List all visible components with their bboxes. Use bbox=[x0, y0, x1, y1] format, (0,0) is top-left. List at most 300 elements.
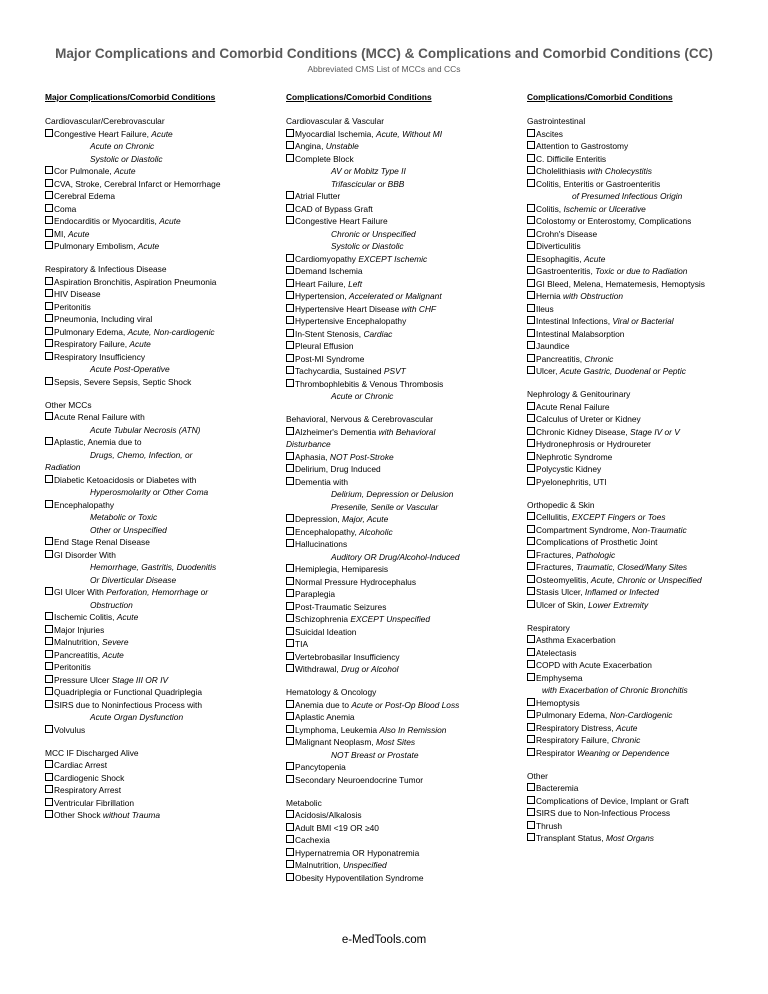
checkbox[interactable] bbox=[45, 352, 53, 360]
checkbox[interactable] bbox=[286, 354, 294, 362]
checkbox[interactable] bbox=[527, 254, 535, 262]
checklist-item[interactable] bbox=[527, 203, 742, 216]
item-label: Ascites bbox=[536, 128, 563, 139]
item-label: HIV Disease bbox=[54, 289, 101, 299]
item-label: Pulmonary Edema, bbox=[536, 710, 610, 720]
checklist-item[interactable] bbox=[527, 549, 742, 562]
checklist-item[interactable] bbox=[45, 772, 250, 785]
checklist-item[interactable] bbox=[286, 290, 491, 303]
checkbox[interactable] bbox=[45, 625, 53, 633]
checklist-item[interactable] bbox=[286, 847, 491, 860]
checklist-item[interactable] bbox=[527, 536, 742, 549]
checkbox[interactable] bbox=[286, 652, 294, 660]
checkbox[interactable] bbox=[527, 204, 535, 212]
checkbox[interactable] bbox=[45, 166, 53, 174]
checkbox[interactable] bbox=[527, 427, 535, 435]
checkbox[interactable] bbox=[45, 241, 53, 249]
checkbox[interactable] bbox=[286, 762, 294, 770]
checklist-item[interactable] bbox=[527, 476, 742, 489]
checklist-item[interactable] bbox=[286, 588, 491, 601]
checklist-item[interactable] bbox=[527, 599, 742, 612]
checkbox[interactable] bbox=[527, 464, 535, 472]
checkbox[interactable] bbox=[527, 477, 535, 485]
item-qualifier: with Obstruction bbox=[563, 291, 624, 301]
checklist-item[interactable] bbox=[286, 365, 491, 378]
checkbox[interactable] bbox=[286, 539, 294, 547]
item-label: GI Bleed, Melena, Hematemesis, Hemoptysis bbox=[536, 278, 705, 289]
checkbox[interactable] bbox=[286, 775, 294, 783]
checkbox[interactable] bbox=[527, 452, 535, 460]
checklist-item[interactable] bbox=[45, 611, 250, 624]
checkbox[interactable] bbox=[286, 835, 294, 843]
checkbox[interactable] bbox=[527, 796, 535, 804]
checkbox[interactable] bbox=[527, 402, 535, 410]
checkbox[interactable] bbox=[45, 204, 53, 212]
checkbox[interactable] bbox=[45, 550, 53, 558]
checkbox[interactable] bbox=[286, 291, 294, 299]
checklist-item[interactable] bbox=[527, 709, 742, 722]
checklist-item[interactable] bbox=[527, 574, 742, 587]
checkbox[interactable] bbox=[45, 675, 53, 683]
checkbox[interactable] bbox=[527, 279, 535, 287]
checklist-item[interactable] bbox=[45, 411, 250, 424]
checkbox[interactable] bbox=[286, 737, 294, 745]
checklist-item[interactable] bbox=[286, 626, 491, 639]
item-qualifier: with CHF bbox=[401, 303, 437, 314]
item-label: Sepsis, Severe Sepsis, Septic Shock bbox=[54, 376, 192, 387]
checkbox[interactable] bbox=[527, 748, 535, 756]
checklist-item[interactable] bbox=[286, 809, 491, 822]
checklist-item[interactable] bbox=[286, 140, 491, 153]
checklist-item[interactable] bbox=[527, 140, 742, 153]
item-label: Pressure Ulcer bbox=[54, 674, 112, 685]
item-qualifier: Chronic bbox=[584, 353, 614, 364]
checkbox[interactable] bbox=[527, 808, 535, 816]
checklist-item[interactable] bbox=[45, 636, 250, 649]
checkbox[interactable] bbox=[527, 783, 535, 791]
checklist-item[interactable] bbox=[527, 734, 742, 747]
checklist-item[interactable] bbox=[45, 686, 250, 699]
checklist-item[interactable] bbox=[45, 203, 250, 216]
checklist-item[interactable] bbox=[286, 736, 491, 749]
checklist-item[interactable] bbox=[45, 661, 250, 674]
item-subtext: Acute on Chronic bbox=[90, 141, 155, 151]
checklist-item[interactable] bbox=[45, 674, 250, 687]
checklist-item[interactable] bbox=[45, 586, 250, 599]
checkbox[interactable] bbox=[286, 639, 294, 647]
checklist-item[interactable] bbox=[286, 203, 491, 216]
checkbox[interactable] bbox=[45, 327, 53, 335]
checkbox[interactable] bbox=[527, 329, 535, 337]
checkbox[interactable] bbox=[286, 627, 294, 635]
checklist-item[interactable] bbox=[286, 315, 491, 328]
item-label: Obesity Hypoventilation Syndrome bbox=[295, 872, 424, 883]
checkbox[interactable] bbox=[527, 698, 535, 706]
checkbox[interactable] bbox=[286, 873, 294, 881]
checkbox[interactable] bbox=[45, 302, 53, 310]
checkbox[interactable] bbox=[527, 229, 535, 237]
checklist-item[interactable] bbox=[527, 315, 742, 328]
checkbox[interactable] bbox=[45, 437, 53, 445]
checklist-item[interactable] bbox=[286, 426, 491, 439]
section-title: Respiratory bbox=[527, 622, 570, 633]
checklist-item[interactable] bbox=[286, 761, 491, 774]
checklist-item[interactable] bbox=[286, 451, 491, 464]
checkbox[interactable] bbox=[527, 304, 535, 312]
checklist-item[interactable] bbox=[527, 228, 742, 241]
checkbox[interactable] bbox=[286, 279, 294, 287]
checklist-item[interactable] bbox=[45, 240, 250, 253]
checklist-item[interactable] bbox=[527, 832, 742, 845]
checklist-item[interactable] bbox=[286, 663, 491, 676]
checkbox[interactable] bbox=[286, 848, 294, 856]
checklist-item[interactable] bbox=[527, 697, 742, 710]
checklist-item[interactable] bbox=[527, 782, 742, 795]
checkbox[interactable] bbox=[527, 129, 535, 137]
checkbox[interactable] bbox=[527, 525, 535, 533]
checkbox[interactable] bbox=[527, 587, 535, 595]
checklist-item[interactable] bbox=[286, 265, 491, 278]
checkbox[interactable] bbox=[286, 823, 294, 831]
item-label: Colostomy or Enterostomy, Complications bbox=[536, 216, 692, 226]
checklist-item[interactable] bbox=[45, 784, 250, 797]
checklist-item[interactable] bbox=[45, 759, 250, 772]
checkbox[interactable] bbox=[286, 452, 294, 460]
checkbox[interactable] bbox=[45, 289, 53, 297]
checklist-item[interactable] bbox=[45, 624, 250, 637]
checklist-item[interactable] bbox=[286, 353, 491, 366]
checkbox[interactable] bbox=[527, 575, 535, 583]
checkbox[interactable] bbox=[286, 329, 294, 337]
item-subtext: with Exacerbation of Chronic Bronchitis bbox=[542, 685, 688, 695]
checkbox[interactable] bbox=[45, 662, 53, 670]
checkbox[interactable] bbox=[45, 229, 53, 237]
checklist-item[interactable] bbox=[527, 340, 742, 353]
item-label: Hydronephrosis or Hydroureter bbox=[536, 439, 651, 449]
checklist-item[interactable] bbox=[286, 822, 491, 835]
checkbox[interactable] bbox=[45, 277, 53, 285]
item-label: Malnutrition, bbox=[54, 637, 102, 647]
checklist-item[interactable] bbox=[527, 128, 742, 141]
checkbox[interactable] bbox=[286, 527, 294, 535]
checklist-item[interactable] bbox=[286, 278, 491, 291]
checklist-item[interactable] bbox=[286, 563, 491, 576]
item-label: Cachexia bbox=[295, 835, 330, 845]
checkbox[interactable] bbox=[45, 700, 53, 708]
checklist-item[interactable] bbox=[45, 313, 250, 326]
checklist-item[interactable] bbox=[45, 351, 250, 364]
checkbox[interactable] bbox=[527, 710, 535, 718]
checkbox[interactable] bbox=[527, 735, 535, 743]
checkbox[interactable] bbox=[286, 254, 294, 262]
item-label: Angina, bbox=[295, 141, 326, 151]
checkbox[interactable] bbox=[527, 439, 535, 447]
checklist-item[interactable] bbox=[45, 809, 250, 822]
checklist-item[interactable] bbox=[527, 672, 742, 685]
checkbox[interactable] bbox=[45, 191, 53, 199]
checklist-item[interactable] bbox=[527, 265, 742, 278]
checklist-item[interactable] bbox=[45, 288, 250, 301]
checklist-item[interactable] bbox=[45, 724, 250, 737]
checklist-item[interactable] bbox=[45, 699, 250, 712]
checkbox[interactable] bbox=[527, 354, 535, 362]
column-cc-2 bbox=[527, 91, 742, 855]
checkbox[interactable] bbox=[45, 798, 53, 806]
checkbox[interactable] bbox=[286, 427, 294, 435]
checkbox[interactable] bbox=[45, 687, 53, 695]
checkbox[interactable] bbox=[45, 216, 53, 224]
checkbox[interactable] bbox=[527, 550, 535, 558]
checkbox[interactable] bbox=[286, 577, 294, 585]
checkbox[interactable] bbox=[45, 612, 53, 620]
checklist-item[interactable] bbox=[527, 586, 742, 599]
checklist-item[interactable] bbox=[286, 711, 491, 724]
checklist-item[interactable] bbox=[527, 153, 742, 166]
checklist-item[interactable] bbox=[527, 524, 742, 537]
checklist-item[interactable] bbox=[286, 340, 491, 353]
checklist-item[interactable] bbox=[527, 820, 742, 833]
item-qualifier: Acute bbox=[116, 612, 139, 622]
checklist-item[interactable] bbox=[527, 426, 742, 439]
checklist-item[interactable] bbox=[527, 353, 742, 366]
checklist-item[interactable] bbox=[45, 499, 250, 512]
checkbox[interactable] bbox=[286, 860, 294, 868]
item-qualifier: Acute bbox=[67, 228, 90, 239]
checklist-item[interactable] bbox=[527, 253, 742, 266]
checklist-item[interactable] bbox=[527, 215, 742, 228]
checkbox[interactable] bbox=[45, 537, 53, 545]
checkbox[interactable] bbox=[286, 614, 294, 622]
item-qualifier: Acute or Post-Op Blood Loss bbox=[351, 699, 460, 710]
checkbox[interactable] bbox=[45, 475, 53, 483]
checklist-item[interactable] bbox=[45, 474, 250, 487]
checklist-item[interactable] bbox=[45, 301, 250, 314]
checkbox[interactable] bbox=[286, 700, 294, 708]
checklist-item[interactable] bbox=[286, 526, 491, 539]
checkbox[interactable] bbox=[286, 712, 294, 720]
item-qualifier: without Trauma bbox=[102, 810, 160, 820]
checkbox[interactable] bbox=[527, 821, 535, 829]
checkbox[interactable] bbox=[286, 191, 294, 199]
checkbox[interactable] bbox=[527, 166, 535, 174]
checklist-item[interactable] bbox=[527, 807, 742, 820]
checklist-item[interactable] bbox=[527, 634, 742, 647]
checklist-item[interactable] bbox=[45, 338, 250, 351]
checklist-item[interactable] bbox=[286, 190, 491, 203]
checklist-item[interactable] bbox=[45, 215, 250, 228]
checklist-item[interactable] bbox=[286, 328, 491, 341]
checkbox[interactable] bbox=[286, 564, 294, 572]
checkbox[interactable] bbox=[45, 129, 53, 137]
checklist-item[interactable] bbox=[527, 303, 742, 316]
checkbox[interactable] bbox=[286, 477, 294, 485]
checklist-item[interactable] bbox=[286, 613, 491, 626]
checklist-item[interactable] bbox=[286, 538, 491, 551]
checkbox[interactable] bbox=[527, 648, 535, 656]
checkbox[interactable] bbox=[527, 660, 535, 668]
checklist-item[interactable] bbox=[527, 413, 742, 426]
item-subtext: Trifascicular or BBB bbox=[331, 178, 405, 189]
checklist-item[interactable] bbox=[527, 438, 742, 451]
checkbox[interactable] bbox=[286, 589, 294, 597]
checkbox[interactable] bbox=[45, 650, 53, 658]
checkbox[interactable] bbox=[527, 512, 535, 520]
checkbox[interactable] bbox=[286, 464, 294, 472]
checkbox[interactable] bbox=[286, 602, 294, 610]
checkbox[interactable] bbox=[45, 179, 53, 187]
checklist-item[interactable] bbox=[527, 722, 742, 735]
item-label: Acute Renal Failure bbox=[536, 401, 610, 412]
checklist-item[interactable] bbox=[45, 376, 250, 389]
checkbox[interactable] bbox=[527, 216, 535, 224]
checkbox[interactable] bbox=[286, 316, 294, 324]
checkbox[interactable] bbox=[45, 412, 53, 420]
checkbox[interactable] bbox=[527, 366, 535, 374]
checklist-item[interactable] bbox=[527, 511, 742, 524]
checklist-item[interactable] bbox=[286, 699, 491, 712]
checklist-item[interactable] bbox=[286, 463, 491, 476]
checkbox[interactable] bbox=[286, 725, 294, 733]
checklist-item[interactable] bbox=[527, 463, 742, 476]
item-label: Ulcer of Skin, bbox=[536, 599, 589, 610]
item-label: Hemiplegia, Hemiparesis bbox=[295, 564, 389, 574]
checklist-item[interactable] bbox=[527, 365, 742, 378]
checklist-item[interactable] bbox=[45, 178, 250, 191]
checklist-item[interactable] bbox=[527, 178, 742, 191]
checklist-item[interactable] bbox=[45, 326, 250, 339]
checkbox[interactable] bbox=[286, 216, 294, 224]
checklist-item[interactable] bbox=[527, 659, 742, 672]
checklist-item[interactable] bbox=[286, 859, 491, 872]
checkbox[interactable] bbox=[527, 341, 535, 349]
checklist-item[interactable] bbox=[286, 378, 491, 391]
checklist-item[interactable] bbox=[286, 513, 491, 526]
checkbox[interactable] bbox=[45, 377, 53, 385]
checkbox[interactable] bbox=[45, 587, 53, 595]
checklist-item[interactable] bbox=[527, 328, 742, 341]
checkbox[interactable] bbox=[286, 341, 294, 349]
item-label: Adult BMI <19 OR ≥40 bbox=[295, 822, 379, 833]
checklist-item[interactable] bbox=[45, 649, 250, 662]
checkbox[interactable] bbox=[286, 204, 294, 212]
item-label: Complications of Device, Implant or Graft bbox=[536, 795, 689, 806]
checkbox[interactable] bbox=[286, 154, 294, 162]
checkbox[interactable] bbox=[45, 760, 53, 768]
checkbox[interactable] bbox=[527, 635, 535, 643]
checkbox[interactable] bbox=[286, 514, 294, 522]
item-qualifier: Stage IV or V bbox=[630, 426, 680, 437]
checklist-item[interactable] bbox=[527, 290, 742, 303]
checklist-item[interactable] bbox=[286, 834, 491, 847]
checkbox[interactable] bbox=[527, 673, 535, 681]
checkbox[interactable] bbox=[527, 316, 535, 324]
checklist-item[interactable] bbox=[45, 165, 250, 178]
checklist-item[interactable] bbox=[286, 638, 491, 651]
checklist-item[interactable] bbox=[286, 253, 491, 266]
checklist-item[interactable] bbox=[286, 153, 491, 166]
checkbox[interactable] bbox=[45, 637, 53, 645]
checklist-item[interactable] bbox=[286, 724, 491, 737]
checklist-item[interactable] bbox=[45, 190, 250, 203]
checklist-item[interactable] bbox=[286, 576, 491, 589]
item-label: Coma bbox=[54, 203, 77, 214]
checkbox[interactable] bbox=[286, 379, 294, 387]
checklist-item[interactable] bbox=[527, 165, 742, 178]
checklist-item[interactable] bbox=[527, 401, 742, 414]
item-qualifier: Stage III OR IV bbox=[111, 674, 169, 685]
item-subtext: Other or Unspecified bbox=[90, 524, 167, 535]
checkbox[interactable] bbox=[527, 833, 535, 841]
checklist-item[interactable] bbox=[286, 128, 491, 141]
checklist-item[interactable] bbox=[45, 276, 250, 289]
checkbox[interactable] bbox=[527, 537, 535, 545]
checklist-item[interactable] bbox=[286, 651, 491, 664]
checklist-item[interactable] bbox=[286, 476, 491, 489]
checklist-item[interactable] bbox=[527, 240, 742, 253]
checkbox[interactable] bbox=[286, 266, 294, 274]
checklist-item[interactable] bbox=[527, 647, 742, 660]
checklist-item[interactable] bbox=[527, 747, 742, 760]
checkbox[interactable] bbox=[286, 664, 294, 672]
checkbox[interactable] bbox=[527, 154, 535, 162]
checkbox[interactable] bbox=[286, 129, 294, 137]
checkbox[interactable] bbox=[527, 241, 535, 249]
checklist-item[interactable] bbox=[286, 601, 491, 614]
item-qualifier: Acute bbox=[102, 649, 124, 660]
checklist-item[interactable] bbox=[527, 561, 742, 574]
checklist-item[interactable] bbox=[286, 303, 491, 316]
checkbox[interactable] bbox=[527, 179, 535, 187]
checklist-item[interactable] bbox=[45, 436, 250, 449]
item-label: Tachycardia, Sustained bbox=[295, 366, 384, 376]
checkbox[interactable] bbox=[286, 366, 294, 374]
item-qualifier: Accelerated or Malignant bbox=[349, 291, 442, 301]
checklist-item[interactable] bbox=[286, 215, 491, 228]
checklist-item[interactable] bbox=[527, 278, 742, 291]
checklist-item[interactable] bbox=[286, 872, 491, 885]
section bbox=[527, 388, 742, 488]
checkbox[interactable] bbox=[286, 810, 294, 818]
checkbox[interactable] bbox=[286, 141, 294, 149]
checkbox[interactable] bbox=[527, 291, 535, 299]
checklist-item[interactable] bbox=[45, 549, 250, 562]
checkbox[interactable] bbox=[527, 562, 535, 570]
item-qualifier: Acute bbox=[159, 216, 181, 226]
item-subtext: AV or Mobitz Type II bbox=[331, 166, 406, 176]
checkbox[interactable] bbox=[45, 500, 53, 508]
checkbox[interactable] bbox=[527, 141, 535, 149]
checkbox[interactable] bbox=[45, 773, 53, 781]
checkbox[interactable] bbox=[45, 339, 53, 347]
checkbox[interactable] bbox=[45, 785, 53, 793]
checkbox[interactable] bbox=[527, 414, 535, 422]
checkbox[interactable] bbox=[527, 600, 535, 608]
checklist-item[interactable] bbox=[286, 774, 491, 787]
checkbox[interactable] bbox=[45, 810, 53, 818]
checklist-item[interactable] bbox=[45, 128, 250, 141]
checkbox[interactable] bbox=[286, 304, 294, 312]
checklist-item[interactable] bbox=[45, 228, 250, 241]
checklist-item[interactable] bbox=[45, 797, 250, 810]
checklist-item[interactable] bbox=[527, 451, 742, 464]
checkbox[interactable] bbox=[45, 314, 53, 322]
checklist-item[interactable] bbox=[527, 795, 742, 808]
checklist-item[interactable] bbox=[45, 536, 250, 549]
item-subtext: Hemorrhage, Gastritis, Duodenitis bbox=[90, 562, 217, 572]
checkbox[interactable] bbox=[45, 725, 53, 733]
checkbox[interactable] bbox=[527, 723, 535, 731]
checkbox[interactable] bbox=[527, 266, 535, 274]
